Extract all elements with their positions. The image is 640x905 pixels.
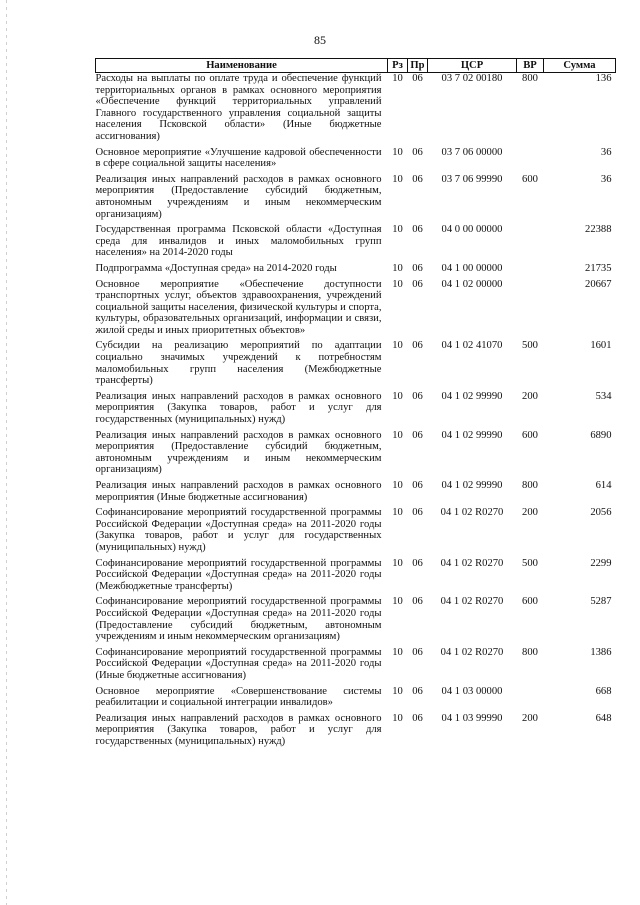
row-csr: 04 1 02 99990 — [441, 429, 503, 441]
row-csr: 04 1 02 99990 — [441, 480, 503, 491]
row-rz: 10 — [392, 173, 403, 185]
row-name: Софинансирование мероприятий государственной программы Российской Федерации «Доступная среда» на 2011-2020 годы (Предоставление субсидий бюджетным, автономным учреждениям и иным некоммерческим организациям) — [95, 596, 382, 643]
row-rz: 10 — [392, 224, 403, 236]
row-pr: 06 — [412, 480, 423, 491]
row-name: Реализация иных направлений расходов в рамках основного мероприятия (Закупка товаров, работ и услуг для государственных (муниципальных) нужд) — [95, 712, 382, 747]
row-pr: 06 — [412, 146, 423, 158]
budget-table — [95, 58, 616, 751]
table-row — [96, 73, 616, 147]
row-vr: 800 — [522, 646, 538, 658]
page-number: 85 — [314, 33, 326, 47]
row-rz: 10 — [392, 507, 403, 519]
row-pr: 06 — [412, 429, 423, 441]
row-sum: 648 — [595, 712, 612, 724]
row-vr: 500 — [522, 557, 538, 569]
row-csr: 03 7 02 00180 — [441, 73, 503, 84]
row-csr: 04 1 02 R0270 — [440, 507, 504, 519]
row-pr: 06 — [412, 262, 423, 274]
row-sum: 534 — [595, 390, 612, 402]
row-rz: 10 — [392, 390, 403, 402]
row-name: Софинансирование мероприятий государственной программы Российской Федерации «Доступная среда» на 2011-2020 годы (Закупка товаров, работ и услуг для государственных (муниципальных) нужд) — [95, 507, 382, 553]
row-vr: 600 — [522, 429, 538, 441]
row-csr: 04 1 02 R0270 — [440, 596, 504, 608]
header-sum: Сумма — [544, 59, 616, 73]
table-row — [96, 279, 616, 341]
row-rz: 10 — [392, 712, 403, 724]
row-name: Основное мероприятие «Обеспечение доступности транспортных услуг, объектов здравоохранения, учреждений социальной защиты населения, физической культуры и спорта, культуры, образовательных организаций, информации и связи, жилой среды и иных приоритетных объектов» — [95, 278, 382, 336]
row-pr: 06 — [412, 278, 423, 290]
row-rz: 10 — [392, 73, 403, 84]
row-vr: 800 — [522, 73, 538, 84]
row-name: Субсидии на реализацию мероприятий по адаптации социально значимых учреждений к потребностям маломобильных групп населения (Межбюджетные трансферты) — [95, 340, 382, 387]
row-name: Основное мероприятие «Улучшение кадровой обеспеченности в сфере социальной защиты населения» — [95, 146, 382, 170]
table-row — [96, 713, 616, 752]
row-rz: 10 — [392, 340, 403, 352]
row-vr — [517, 147, 544, 174]
row-pr: 06 — [412, 646, 423, 658]
row-rz: 10 — [392, 262, 403, 274]
header-pr: Пр — [408, 59, 428, 73]
header-vr: ВР — [517, 59, 544, 73]
row-vr — [517, 686, 544, 713]
table-row — [96, 686, 616, 713]
row-sum: 21735 — [585, 262, 612, 274]
table-row — [96, 507, 616, 557]
row-sum: 1601 — [590, 340, 612, 352]
row-sum: 5287 — [590, 596, 612, 608]
row-csr: 04 1 02 R0270 — [440, 646, 504, 658]
row-vr — [517, 263, 544, 279]
row-csr: 04 1 02 41070 — [441, 340, 503, 352]
row-vr: 200 — [522, 390, 538, 402]
row-vr: 200 — [522, 507, 538, 519]
row-sum: 614 — [595, 480, 612, 491]
row-pr: 06 — [412, 685, 423, 697]
row-name: Расходы на выплаты по оплате труда и обеспечение функций территориальных органов в рамках основного мероприятия «Обеспечение функций территориальных управлений Главного государственного управления социальной защиты населения Псковской области» (Иные бюджетные ассигнования) — [95, 73, 382, 142]
table-header — [96, 59, 616, 73]
row-name: Реализация иных направлений расходов в рамках основного мероприятия (Предоставление субсидий бюджетным, автономным учреждениям и иным некоммерческим организациям) — [95, 429, 382, 476]
row-vr: 500 — [522, 340, 538, 352]
row-rz: 10 — [392, 596, 403, 608]
row-sum: 36 — [600, 146, 612, 158]
row-rz: 10 — [392, 480, 403, 491]
row-rz: 10 — [392, 278, 403, 290]
header-rz: Рз — [388, 59, 408, 73]
row-sum: 22388 — [585, 224, 612, 236]
table-row — [96, 224, 616, 263]
header-csr: ЦСР — [428, 59, 517, 73]
table-row — [96, 430, 616, 480]
row-csr: 04 1 03 00000 — [441, 685, 503, 697]
row-sum: 20667 — [585, 278, 612, 290]
row-vr: 600 — [522, 596, 538, 608]
row-vr: 800 — [522, 480, 538, 491]
row-name: Реализация иных направлений расходов в рамках основного мероприятия (Предоставление субсидий бюджетным, автономным учреждениям и иным некоммерческим организациям) — [95, 173, 382, 220]
table-row — [96, 147, 616, 174]
row-csr: 04 1 00 00000 — [441, 262, 503, 274]
row-csr: 04 1 02 R0270 — [440, 557, 504, 569]
row-rz: 10 — [392, 557, 403, 569]
row-name: Реализация иных направлений расходов в рамках основного мероприятия (Закупка товаров, работ и услуг для государственных (муниципальных) нужд) — [95, 390, 382, 426]
row-sum: 2056 — [590, 507, 612, 519]
row-rz: 10 — [392, 429, 403, 441]
row-csr: 04 1 02 00000 — [441, 278, 503, 290]
table-row — [96, 558, 616, 597]
row-vr — [517, 279, 544, 341]
row-vr: 200 — [522, 712, 538, 724]
row-pr: 06 — [412, 390, 423, 402]
row-csr: 03 7 06 00000 — [441, 146, 503, 158]
row-pr: 06 — [412, 557, 423, 569]
table-row — [96, 391, 616, 430]
row-pr: 06 — [412, 712, 423, 724]
row-name: Софинансирование мероприятий государственной программы Российской Федерации «Доступная среда» на 2011-2020 годы (Иные бюджетные ассигнования) — [95, 646, 382, 681]
row-pr: 06 — [412, 173, 423, 185]
row-pr: 06 — [412, 224, 423, 236]
row-pr: 06 — [412, 596, 423, 608]
row-vr — [517, 224, 544, 263]
table-row — [96, 263, 616, 279]
row-csr: 03 7 06 99990 — [441, 173, 503, 185]
row-sum: 36 — [600, 173, 612, 185]
row-sum: 136 — [595, 73, 612, 84]
row-name: Государственная программа Псковской области «Доступная среда для инвалидов и иных маломобильных групп населения» на 2014-2020 годы — [95, 224, 382, 259]
row-sum: 1386 — [590, 646, 612, 658]
row-pr: 06 — [412, 73, 423, 84]
row-sum: 2299 — [590, 557, 612, 569]
table-body — [96, 73, 616, 752]
row-rz: 10 — [392, 146, 403, 158]
row-name: Основное мероприятие «Совершенствование системы реабилитации и социальной интеграции инвалидов» — [95, 685, 382, 709]
row-pr: 06 — [412, 507, 423, 519]
row-name: Подпрограмма «Доступная среда» на 2014-2020 годы — [95, 262, 337, 274]
row-rz: 10 — [392, 646, 403, 658]
row-name: Реализация иных направлений расходов в рамках основного мероприятия (Иные бюджетные ассигнования) — [95, 480, 382, 503]
row-csr: 04 0 00 00000 — [441, 224, 503, 236]
row-pr: 06 — [412, 340, 423, 352]
row-vr: 600 — [522, 173, 538, 185]
table-row — [96, 647, 616, 686]
row-csr: 04 1 03 99990 — [441, 712, 503, 724]
scan-edge — [6, 0, 7, 905]
table-row — [96, 340, 616, 390]
table-row — [96, 596, 616, 646]
row-rz: 10 — [392, 685, 403, 697]
table-row — [96, 480, 616, 507]
row-sum: 6890 — [590, 429, 612, 441]
table-row — [96, 174, 616, 224]
row-sum: 668 — [595, 685, 612, 697]
header-name: Наименование — [96, 59, 388, 73]
row-csr: 04 1 02 99990 — [441, 390, 503, 402]
row-name: Софинансирование мероприятий государственной программы Российской Федерации «Доступная среда» на 2011-2020 годы (Межбюджетные трансферты) — [95, 557, 382, 592]
